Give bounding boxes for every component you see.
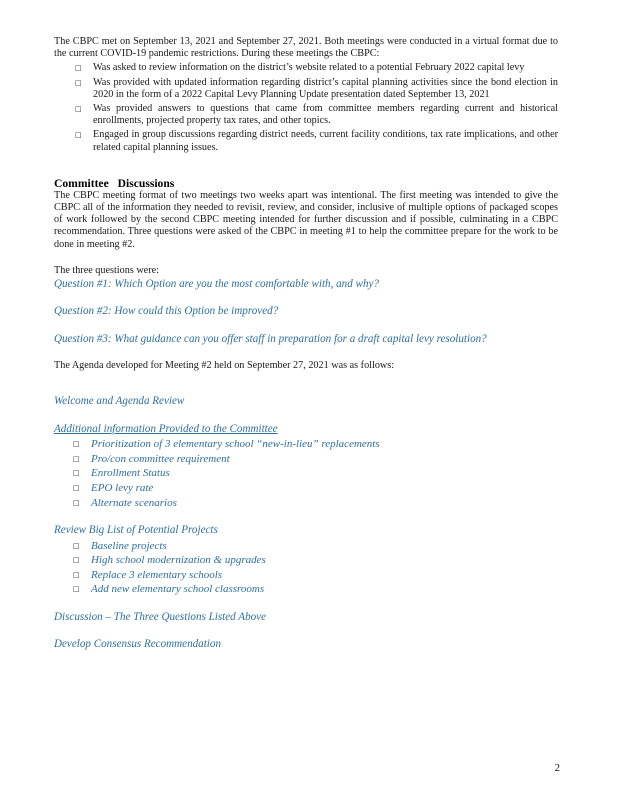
- review-projects-list: [54, 539, 558, 597]
- list-item: □ Replace 3 elementary schools: [91, 568, 558, 583]
- agenda-welcome: Welcome and Agenda Review: [54, 395, 185, 408]
- intro-paragraph: The CBPC met on September 13, 2021 and September 27, 2021. Both meetings were conducted in a virtual format due to the current COVID-19 pandemic restrictions. During these meetings the CBPC:: [54, 36, 558, 60]
- list-item: □ Enrollment Status: [91, 466, 558, 481]
- list-item: □ Was provided with updated information regarding district’s capital planning activities since the bond election in 2020 in the form of a 2022 Capital Levy Planning Update presentation dated September 13, 2021: [93, 77, 558, 101]
- agenda-consensus: Develop Consensus Recommendation: [54, 638, 221, 651]
- list-item: □ Pro/con committee requirement: [91, 452, 558, 467]
- list-item: □ EPO levy rate: [91, 481, 558, 496]
- agenda-review-projects: Review Big List of Potential Projects: [54, 524, 218, 537]
- intro-bullet-list: [54, 62, 558, 153]
- list-item: □ Engaged in group discussions regarding district needs, current facility conditions, tax rate implications, and other related capital planning issues.: [93, 129, 558, 153]
- agenda-intro: The Agenda developed for Meeting #2 held on September 27, 2021 was as follows:: [54, 360, 395, 372]
- list-item: □ Prioritization of 3 elementary school “new-in-lieu” replacements: [91, 437, 558, 452]
- question-1: Question #1: Which Option are you the most comfortable with, and why?: [54, 278, 379, 291]
- list-item: □ High school modernization & upgrades: [91, 553, 558, 568]
- page-number: 2: [554, 762, 560, 774]
- agenda-additional-information: Additional information Provided to the Committee: [54, 422, 278, 435]
- agenda-discussion: Discussion – The Three Questions Listed Above: [54, 611, 267, 624]
- additional-information-list: [54, 437, 558, 510]
- list-item: □ Add new elementary school classrooms: [91, 582, 558, 597]
- list-item: □ Alternate scenarios: [91, 496, 558, 511]
- list-item: □ Was asked to review information on the district’s website related to a potential February 2022 capital levy: [93, 62, 558, 74]
- questions-block: [54, 278, 558, 346]
- question-2: Question #2: How could this Option be improved?: [54, 305, 279, 318]
- committee-paragraph: The CBPC meeting format of two meetings two weeks apart was intentional. The first meeting was intended to give the CBPC all of the information they needed to revisit, review, and consider, inclusive of multiple options of packaged scopes of work followed by the second CBPC meeting intended for further discussion and if possible, culminating in a CBPC recommendation. Three questions were asked of the CBPC in meeting #1 to help the committee prepare for the work to be done in meeting #2.: [54, 189, 558, 250]
- list-item: □ Was provided answers to questions that came from committee members regarding current and historical enrollments, projected property tax rates, and other topics.: [93, 103, 558, 127]
- list-item: □ Baseline projects: [91, 539, 558, 554]
- questions-intro: The three questions were:: [54, 264, 159, 276]
- section-heading: Committee Discussions: [54, 176, 175, 190]
- question-3: Question #3: What guidance can you offer staff in preparation for a draft capital levy resolution?: [54, 332, 487, 345]
